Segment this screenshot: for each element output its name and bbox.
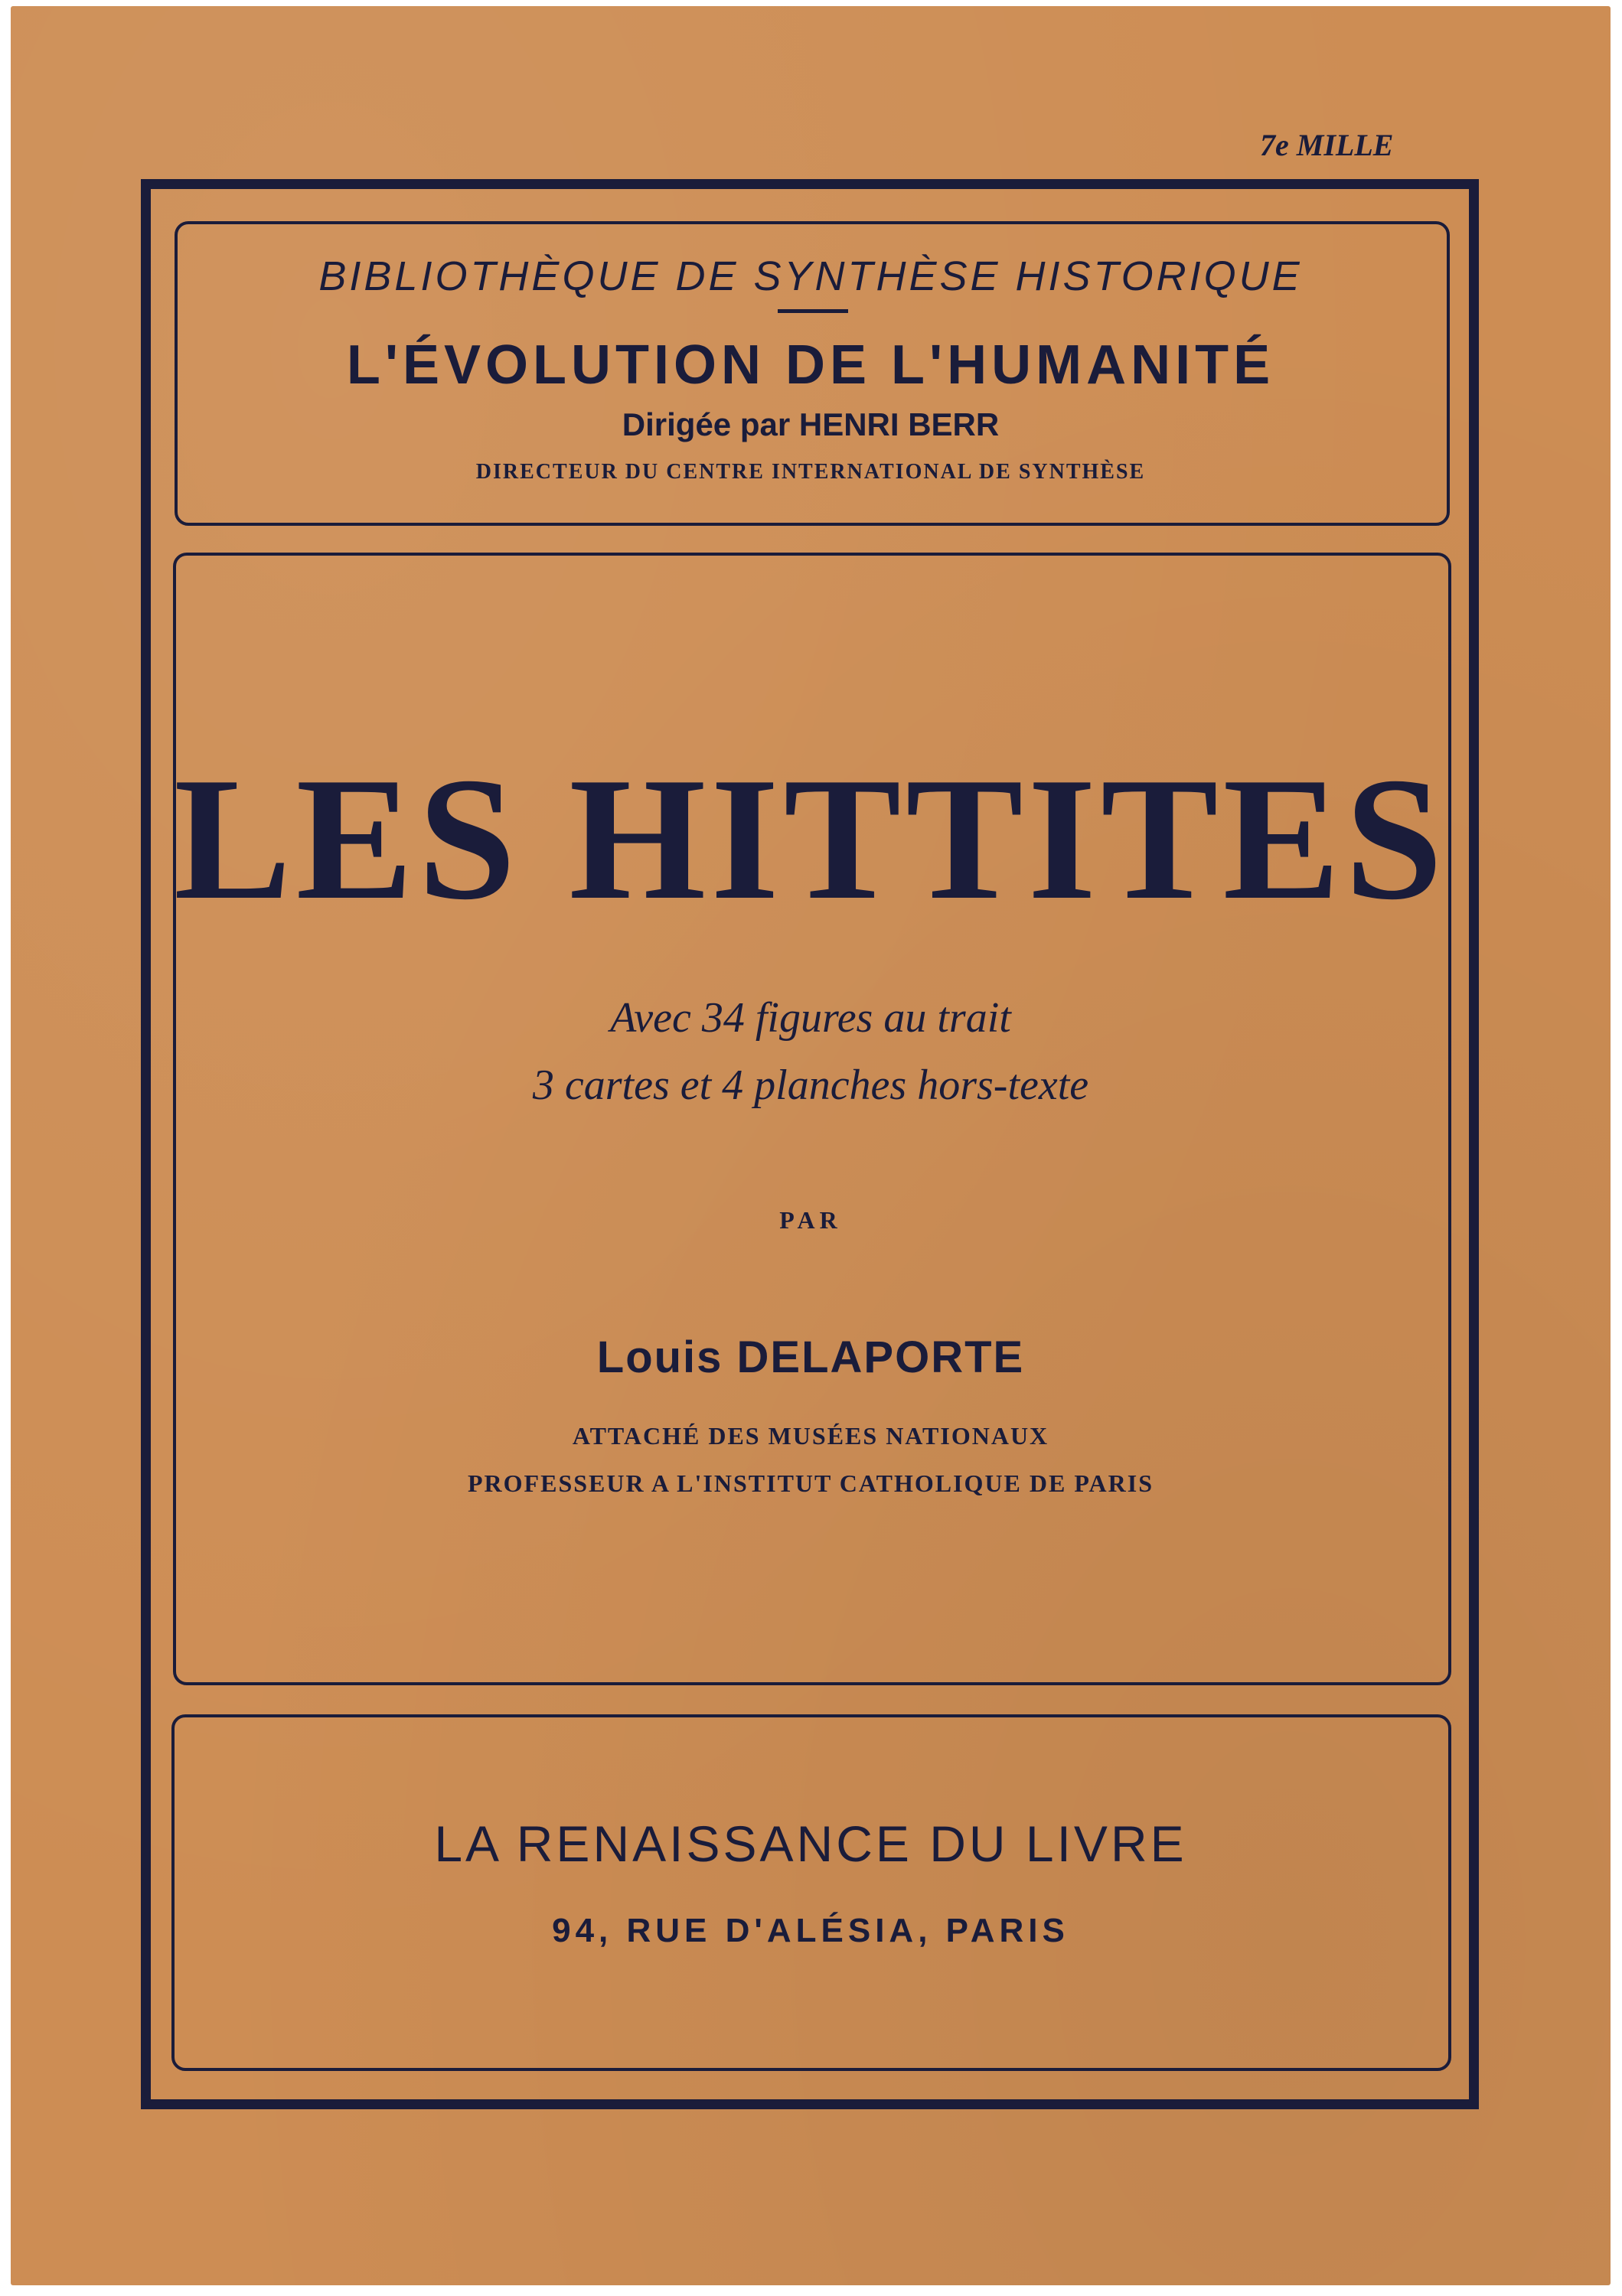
series-direction: Dirigée par HENRI BERR	[622, 406, 1000, 442]
book-subtitle-line2: 3 cartes et 4 planches hors-texte	[532, 1062, 1089, 1109]
book-title: LES HITTITES	[174, 741, 1447, 936]
series-director-title: DIRECTEUR DU CENTRE INTERNATIONAL DE SYNTHÈSE	[475, 460, 1146, 484]
book-subtitle-line1: Avec 34 figures au trait	[610, 994, 1011, 1042]
author-title-line1: ATTACHÉ DES MUSÉES NATIONAUX	[572, 1422, 1049, 1450]
series-collection: L'ÉVOLUTION DE L'HUMANITÉ	[346, 334, 1275, 396]
author-title-line2: PROFESSEUR A L'INSTITUT CATHOLIQUE DE PARIS	[468, 1469, 1154, 1497]
title-box	[173, 553, 1451, 1685]
series-divider	[778, 309, 848, 313]
book-cover	[11, 6, 1611, 2285]
series-library: BIBLIOTHÈQUE DE SYNTHÈSE HISTORIQUE	[318, 253, 1303, 299]
publisher-name: LA RENAISSANCE DU LIVRE	[434, 1815, 1187, 1872]
publisher-address: 94, RUE D'ALÉSIA, PARIS	[552, 1912, 1069, 1949]
author-name: Louis DELAPORTE	[596, 1332, 1025, 1382]
publisher-box	[171, 1714, 1451, 2071]
byline-par: PAR	[779, 1206, 842, 1234]
print-run-label: 7e MILLE	[1260, 128, 1394, 162]
